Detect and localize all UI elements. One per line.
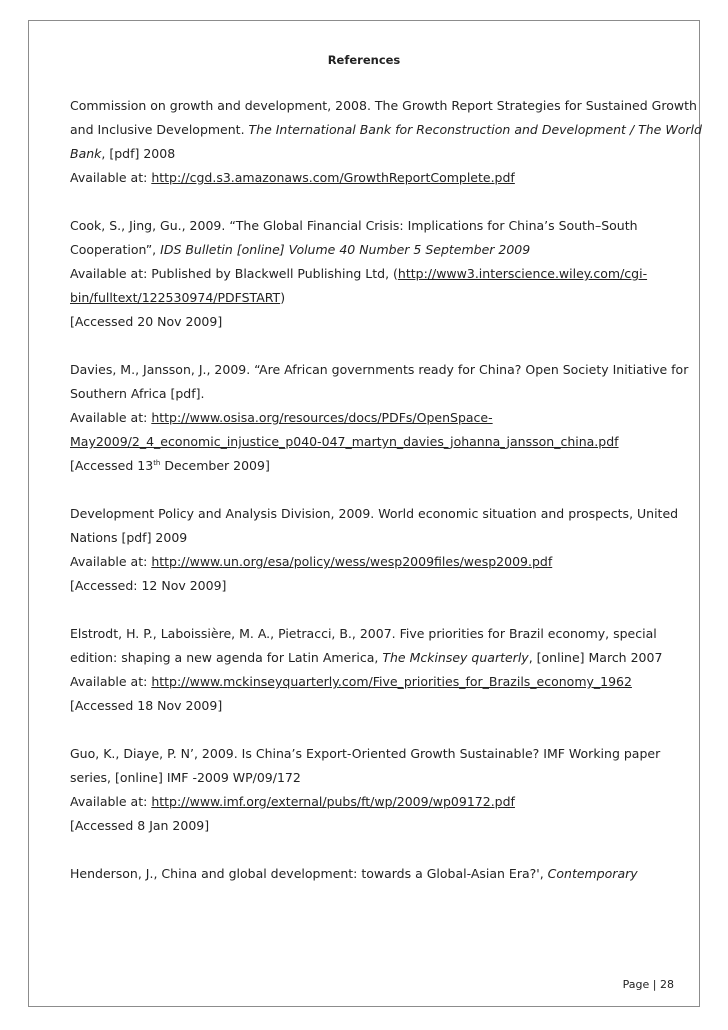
ref-line (70, 166, 680, 190)
ref-text: and Inclusive Development. (70, 122, 249, 137)
reference-link[interactable]: bin/fulltext/122530974/PDFSTART (70, 290, 281, 305)
ref-line (70, 286, 680, 310)
accessed-date: [Accessed: 12 Nov 2009] (70, 578, 227, 593)
ref-line (70, 862, 680, 886)
reference-entry-elstrodt (70, 622, 680, 718)
references-list (70, 94, 702, 910)
ref-line: Nations [pdf] 2009 (70, 530, 188, 545)
reference-link[interactable]: http://cgd.s3.amazonaws.com/GrowthReportComplete.pdf (151, 170, 515, 185)
reference-link[interactable]: http://www.osisa.org/resources/docs/PDFs/OpenSpace- (151, 410, 493, 425)
ref-text: ) (280, 290, 286, 305)
ref-line (70, 646, 680, 670)
accessed-date: [Accessed 8 Jan 2009] (70, 818, 210, 833)
reference-link[interactable]: http://www.mckinseyquarterly.com/Five_priorities_for_Brazils_economy_1962 (151, 674, 632, 689)
ref-line (70, 406, 680, 430)
ref-journal: The Mckinsey quarterly (382, 650, 529, 665)
ref-text: [Accessed 13 (70, 458, 154, 473)
available-at-label: Available at: Published by Blackwell Publishing Ltd, ( (70, 266, 398, 281)
accessed-date: [Accessed 18 Nov 2009] (70, 698, 223, 713)
available-at-label: Available at: (70, 674, 152, 689)
reference-link[interactable]: http://www.imf.org/external/pubs/ft/wp/2009/wp09172.pdf (151, 794, 515, 809)
ordinal-suffix: th (153, 459, 161, 467)
reference-link[interactable]: May2009/2_4_economic_injustice_p040-047_martyn_davies_johanna_jansson_china.pdf (70, 434, 619, 449)
ref-text: Cooperation”, (70, 242, 161, 257)
ref-line: Elstrodt, H. P., Laboissière, M. A., Pietracci, B., 2007. Five priorities for Brazil economy, special (70, 626, 657, 641)
ref-journal: Contemporary (547, 866, 638, 881)
ref-line: Guo, K., Diaye, P. N’, 2009. Is China’s Export-Oriented Growth Sustainable? IMF Working paper (70, 746, 661, 761)
accessed-date: [Accessed 20 Nov 2009] (70, 314, 223, 329)
ref-text: edition: shaping a new agenda for Latin America, (70, 650, 383, 665)
ref-line: series, [online] IMF -2009 WP/09/172 (70, 770, 301, 785)
accessed-date (70, 454, 680, 478)
ref-line (70, 670, 680, 694)
reference-link[interactable]: http://www.un.org/esa/policy/wess/wesp2009files/wesp2009.pdf (151, 554, 553, 569)
available-at-label: Available at: (70, 794, 152, 809)
page-number: Page | 28 (622, 978, 674, 991)
page-title: References (327, 53, 401, 67)
ref-line: Development Policy and Analysis Division, 2009. World economic situation and prospects, United (70, 506, 679, 521)
reference-entry-henderson (70, 862, 680, 886)
reference-link[interactable]: http://www3.interscience.wiley.com/cgi- (397, 266, 648, 281)
available-at-label: Available at: (70, 170, 152, 185)
ref-text: Henderson, J., China and global development: towards a Global-Asian Era?', (70, 866, 548, 881)
ref-line (70, 262, 680, 286)
ref-line (70, 238, 680, 262)
reference-entry-guo (70, 742, 680, 838)
ref-line: Commission on growth and development, 2008. The Growth Report Strategies for Sustained Growth (70, 98, 697, 113)
ref-journal: IDS Bulletin [online] Volume 40 Number 5 September 2009 (160, 242, 531, 257)
ref-line: Cook, S., Jing, Gu., 2009. “The Global Financial Crisis: Implications for China’s South–South (70, 218, 638, 233)
ref-line (70, 142, 680, 166)
reference-entry-development-policy (70, 502, 680, 598)
reference-entry-davies (70, 358, 689, 478)
ref-text: , [online] March 2007 (528, 650, 663, 665)
reference-entry-cook (70, 214, 680, 334)
ref-line: Southern Africa [pdf]. (70, 386, 205, 401)
ref-line (70, 118, 702, 142)
ref-line (70, 790, 680, 814)
ref-publisher: The International Bank for Reconstruction and Development / The World (248, 122, 702, 137)
ref-line: Davies, M., Jansson, J., 2009. “Are African governments ready for China? Open Society Initiative for (70, 362, 689, 377)
ref-publisher: Bank (70, 146, 102, 161)
ref-line (70, 550, 680, 574)
ref-text: December 2009] (160, 458, 270, 473)
ref-text: , [pdf] 2008 (101, 146, 176, 161)
available-at-label: Available at: (70, 554, 152, 569)
available-at-label: Available at: (70, 410, 152, 425)
reference-entry-commission (70, 94, 702, 190)
